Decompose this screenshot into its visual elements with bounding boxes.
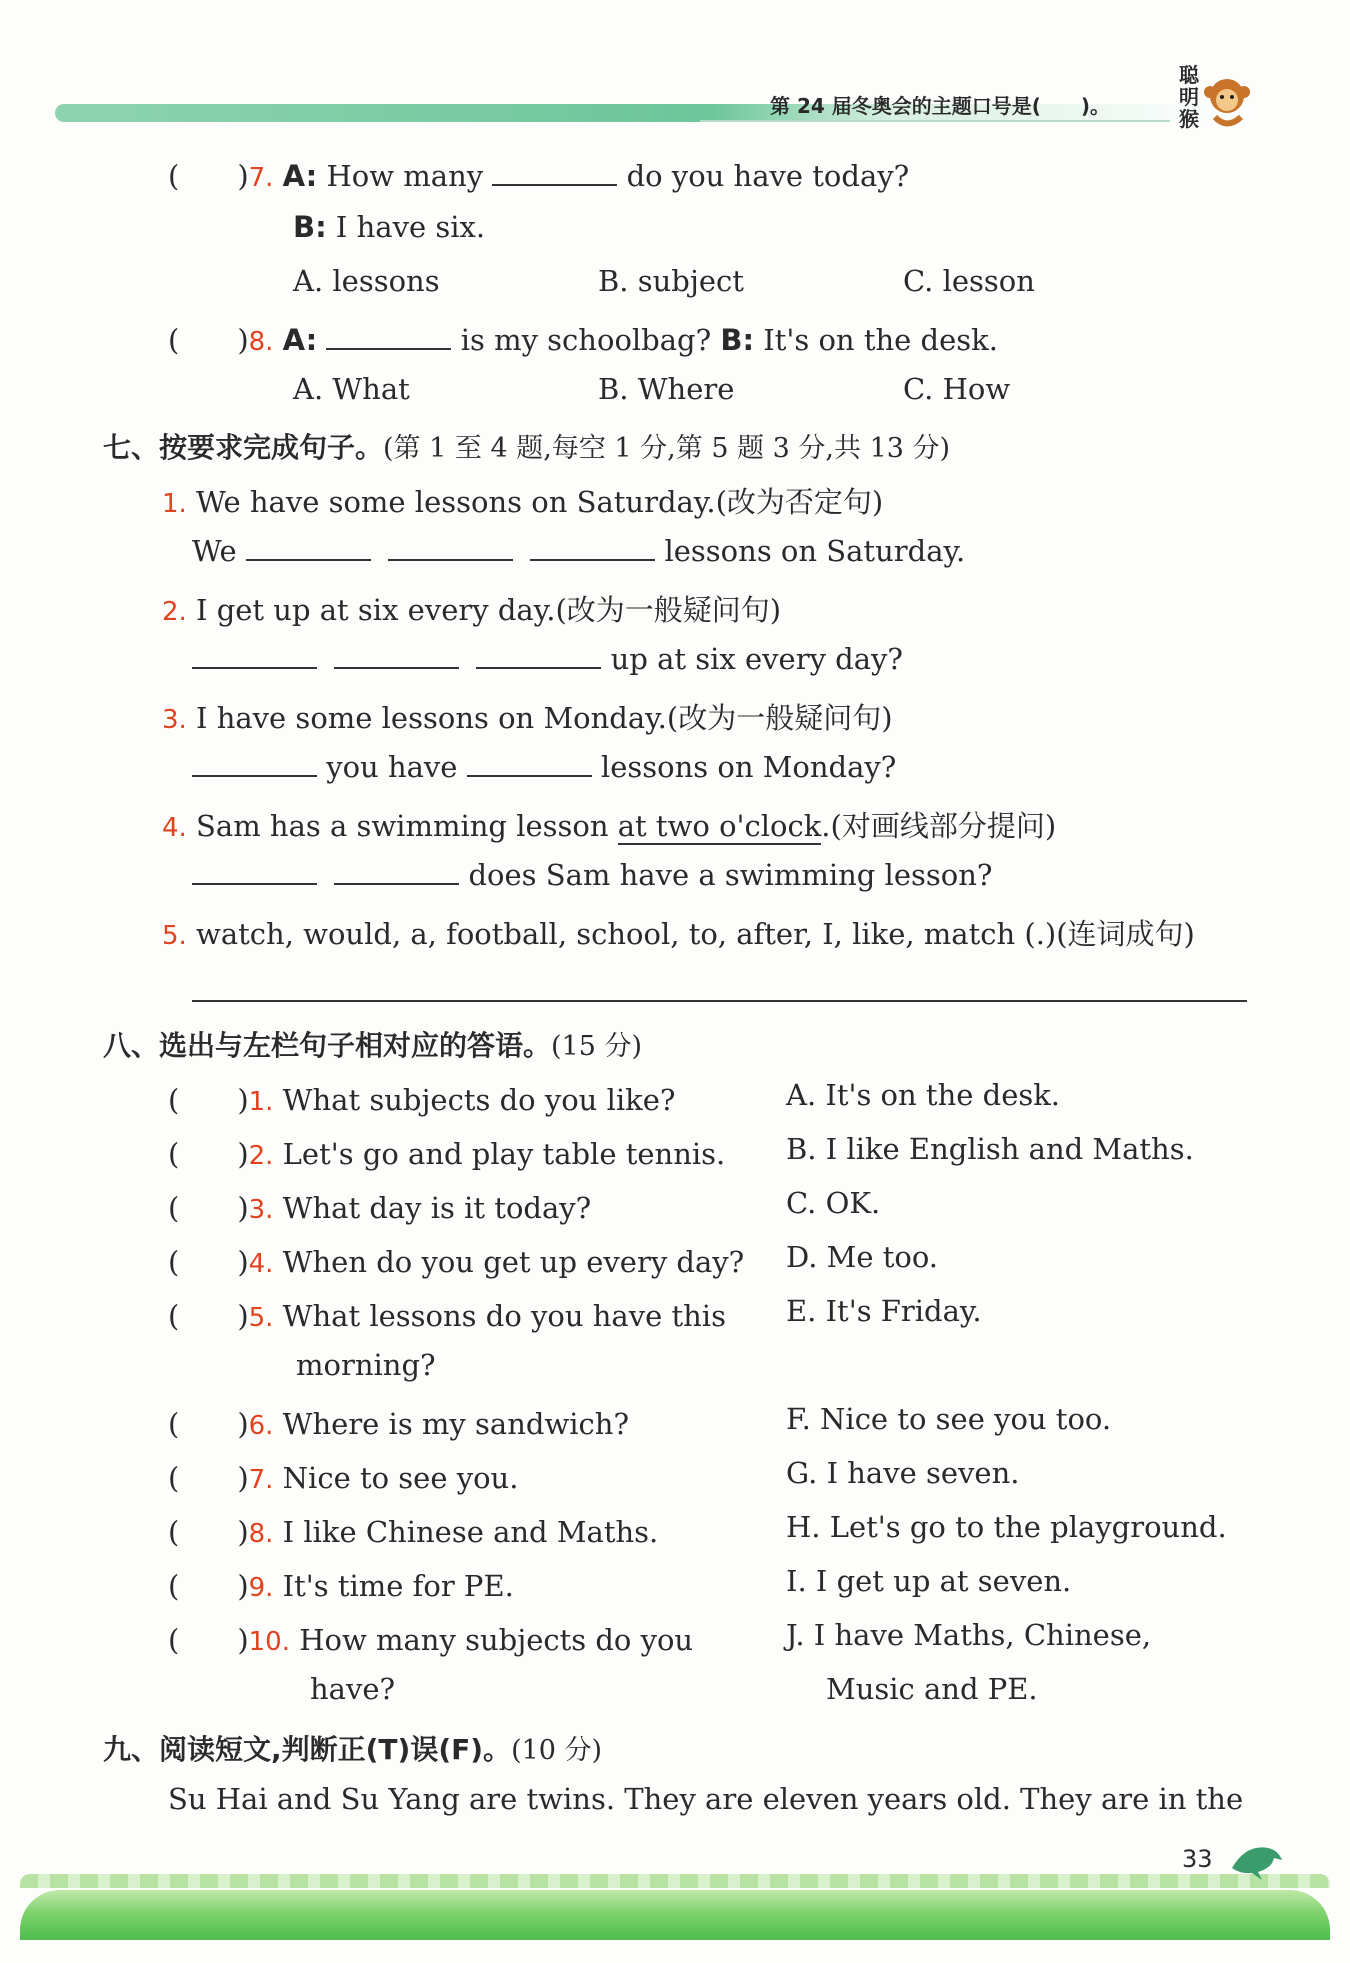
footer-stripe: [20, 1874, 1330, 1888]
header-underline: [700, 120, 1170, 122]
section-score-note: (10 分): [511, 1735, 603, 1766]
item-sentence: I get up at six every day.: [196, 593, 556, 627]
q8-blank[interactable]: [326, 324, 451, 350]
speaker-a: A:: [282, 159, 318, 193]
answer-blank[interactable]: [246, 535, 371, 561]
answer-paren[interactable]: ( ): [168, 159, 249, 193]
q8-option-a: A. What: [293, 372, 410, 406]
match-question-9: [168, 1564, 514, 1605]
answer-blank[interactable]: [192, 859, 317, 885]
match-answer-d: D. Me too.: [786, 1240, 939, 1274]
q7-option-b: B. subject: [598, 264, 744, 298]
match-answer-j: J. I have Maths, Chinese,: [786, 1618, 1152, 1652]
question-text: Where is my sandwich?: [282, 1407, 630, 1441]
answer-paren[interactable]: ( ): [168, 1623, 249, 1657]
item-number: 4.: [162, 813, 187, 843]
speaker-b: B:: [720, 323, 755, 357]
question-text: How many subjects do you: [299, 1623, 694, 1657]
s7-item-5: [162, 912, 1195, 953]
answer-blank[interactable]: [192, 751, 317, 777]
answer-paren[interactable]: ( ): [168, 1569, 249, 1603]
question-number: 4.: [248, 1249, 274, 1279]
q7-line-a: [168, 154, 909, 195]
q8-line-a: [168, 318, 998, 359]
item-words: watch, would, a, football, school, to, after, I, like, match (.): [196, 917, 1057, 951]
question-number: 5.: [248, 1303, 274, 1333]
section-title: 七、按要求完成句子。: [103, 431, 384, 464]
item-requirement: (对画线部分提问): [830, 809, 1057, 843]
match-question-8: [168, 1510, 658, 1551]
answer-suffix: lessons on Saturday.: [664, 534, 966, 568]
s7-item-3: [162, 696, 893, 737]
item-requirement: (改为否定句): [715, 485, 884, 519]
match-answer-j-continued: Music and PE.: [826, 1672, 1038, 1706]
match-question-5: [168, 1294, 726, 1335]
answer-blank[interactable]: [388, 535, 513, 561]
item-number: 3.: [162, 705, 187, 735]
match-question-1: [168, 1078, 675, 1119]
reading-passage: Su Hai and Su Yang are twins. They are eleven years old. They are in the: [168, 1782, 1244, 1816]
question-text: When do you get up every day?: [282, 1245, 745, 1279]
question-text: It's time for PE.: [282, 1569, 514, 1603]
match-answer-b: B. I like English and Maths.: [786, 1132, 1194, 1166]
q8-option-c: C. How: [903, 372, 1011, 406]
answer-middle: you have: [326, 750, 458, 784]
answer-blank[interactable]: [334, 643, 459, 669]
answer-paren[interactable]: ( ): [168, 1407, 249, 1441]
q7-line-b: [293, 210, 485, 244]
answer-paren[interactable]: ( ): [168, 1191, 249, 1225]
match-answer-a: A. It's on the desk.: [786, 1078, 1061, 1112]
q7-option-a: A. lessons: [293, 264, 440, 298]
match-answer-e: E. It's Friday.: [786, 1294, 982, 1328]
s7-item-4: [162, 804, 1056, 845]
question-text: What day is it today?: [282, 1191, 592, 1225]
underlined-phrase: at two o'clock: [617, 809, 822, 843]
answer-paren[interactable]: ( ): [168, 1083, 249, 1117]
match-answer-c: C. OK.: [786, 1186, 881, 1220]
question-number: 9.: [248, 1573, 274, 1603]
answer-blank[interactable]: [334, 859, 459, 885]
page-number: 33: [1182, 1845, 1213, 1873]
section-score-note: (15 分): [551, 1031, 643, 1062]
brand-logo: [1175, 62, 1255, 134]
answer-blank[interactable]: [192, 643, 317, 669]
q7-prefix: How many: [326, 159, 484, 193]
s7-item-2: [162, 588, 781, 629]
section-7-heading: [103, 426, 950, 466]
s7-answer-line-5[interactable]: [192, 1000, 1247, 1002]
match-question-10: [168, 1618, 693, 1659]
q7-blank[interactable]: [492, 160, 617, 186]
brand-text: 聪明猴: [1179, 63, 1199, 131]
answer-suffix: does Sam have a swimming lesson?: [468, 858, 993, 892]
speaker-b: B:: [293, 210, 327, 244]
match-question-7: [168, 1456, 518, 1497]
s7-answer-3: [192, 750, 896, 784]
answer-blank[interactable]: [467, 751, 592, 777]
s7-item-1: [162, 480, 883, 521]
speaker-a: A:: [282, 323, 318, 357]
answer-paren[interactable]: ( ): [168, 1461, 249, 1495]
s7-answer-2: [192, 642, 903, 676]
match-question-3: [168, 1186, 591, 1227]
match-answer-i: I. I get up at seven.: [786, 1564, 1072, 1598]
section-8-heading: [103, 1024, 642, 1064]
question-number: 7.: [248, 1465, 274, 1495]
question-number: 3.: [248, 1195, 274, 1225]
footer-band: [20, 1890, 1330, 1940]
s7-answer-1: [192, 534, 965, 568]
header-question: 第 24 届冬奥会的主题口号是( )。: [770, 94, 1111, 118]
match-answer-h: H. Let's go to the playground.: [786, 1510, 1227, 1544]
s7-answer-4: [192, 858, 992, 892]
question-number: 8.: [248, 327, 274, 357]
answer-suffix: lessons on Monday?: [600, 750, 897, 784]
answer-suffix: up at six every day?: [610, 642, 903, 676]
match-question-4: [168, 1240, 744, 1281]
item-number: 2.: [162, 597, 187, 627]
question-text: I like Chinese and Maths.: [282, 1515, 659, 1549]
item-requirement: (连词成句): [1056, 917, 1195, 951]
section-title: 九、阅读短文,判断正(T)误(F)。: [103, 1733, 512, 1766]
question-number: 2.: [248, 1141, 274, 1171]
match-question-6: [168, 1402, 629, 1443]
answer-paren[interactable]: ( ): [168, 1515, 249, 1549]
question-number: 6.: [248, 1411, 274, 1441]
q8-question: is my schoolbag?: [460, 323, 712, 357]
question-text: What subjects do you like?: [282, 1083, 676, 1117]
item-number: 5.: [162, 921, 187, 951]
match-answer-f: F. Nice to see you too.: [786, 1402, 1112, 1436]
item-requirement: (改为一般疑问句): [555, 593, 782, 627]
match-question-5-continued: morning?: [296, 1348, 436, 1382]
answer-paren[interactable]: ( ): [168, 1137, 249, 1171]
item-sentence: We have some lessons on Saturday.: [196, 485, 716, 519]
answer-blank[interactable]: [476, 643, 601, 669]
item-sentence: I have some lessons on Monday.: [196, 701, 667, 735]
answer-paren[interactable]: ( ): [168, 323, 249, 357]
answer-paren[interactable]: ( ): [168, 1299, 249, 1333]
answer-prefix: We: [192, 534, 237, 568]
question-number: 1.: [248, 1087, 274, 1117]
question-text: What lessons do you have this: [282, 1299, 726, 1333]
question-text: Nice to see you.: [282, 1461, 519, 1495]
q8-option-b: B. Where: [598, 372, 735, 406]
q8-reply: It's on the desk.: [763, 323, 998, 357]
sentence-end: .: [821, 809, 831, 843]
question-number: 10.: [248, 1627, 290, 1657]
question-number: 8.: [248, 1519, 274, 1549]
dolphin-icon: [1228, 1838, 1286, 1886]
section-score-note: (第 1 至 4 题,每空 1 分,第 5 题 3 分,共 13 分): [383, 433, 951, 464]
q7-option-c: C. lesson: [903, 264, 1035, 298]
item-sentence: Sam has a swimming lesson: [196, 809, 618, 843]
item-number: 1.: [162, 489, 187, 519]
answer-blank[interactable]: [530, 535, 655, 561]
item-requirement: (改为一般疑问句): [666, 701, 893, 735]
answer-paren[interactable]: ( ): [168, 1245, 249, 1279]
q7-reply: I have six.: [335, 210, 486, 244]
match-answer-g: G. I have seven.: [786, 1456, 1020, 1490]
q7-suffix: do you have today?: [626, 159, 910, 193]
question-number: 7.: [248, 163, 274, 193]
section-title: 八、选出与左栏句子相对应的答语。: [103, 1029, 552, 1062]
match-question-10-continued: have?: [310, 1672, 396, 1706]
section-9-heading: [103, 1728, 602, 1768]
match-question-2: [168, 1132, 725, 1173]
question-text: Let's go and play table tennis.: [282, 1137, 726, 1171]
